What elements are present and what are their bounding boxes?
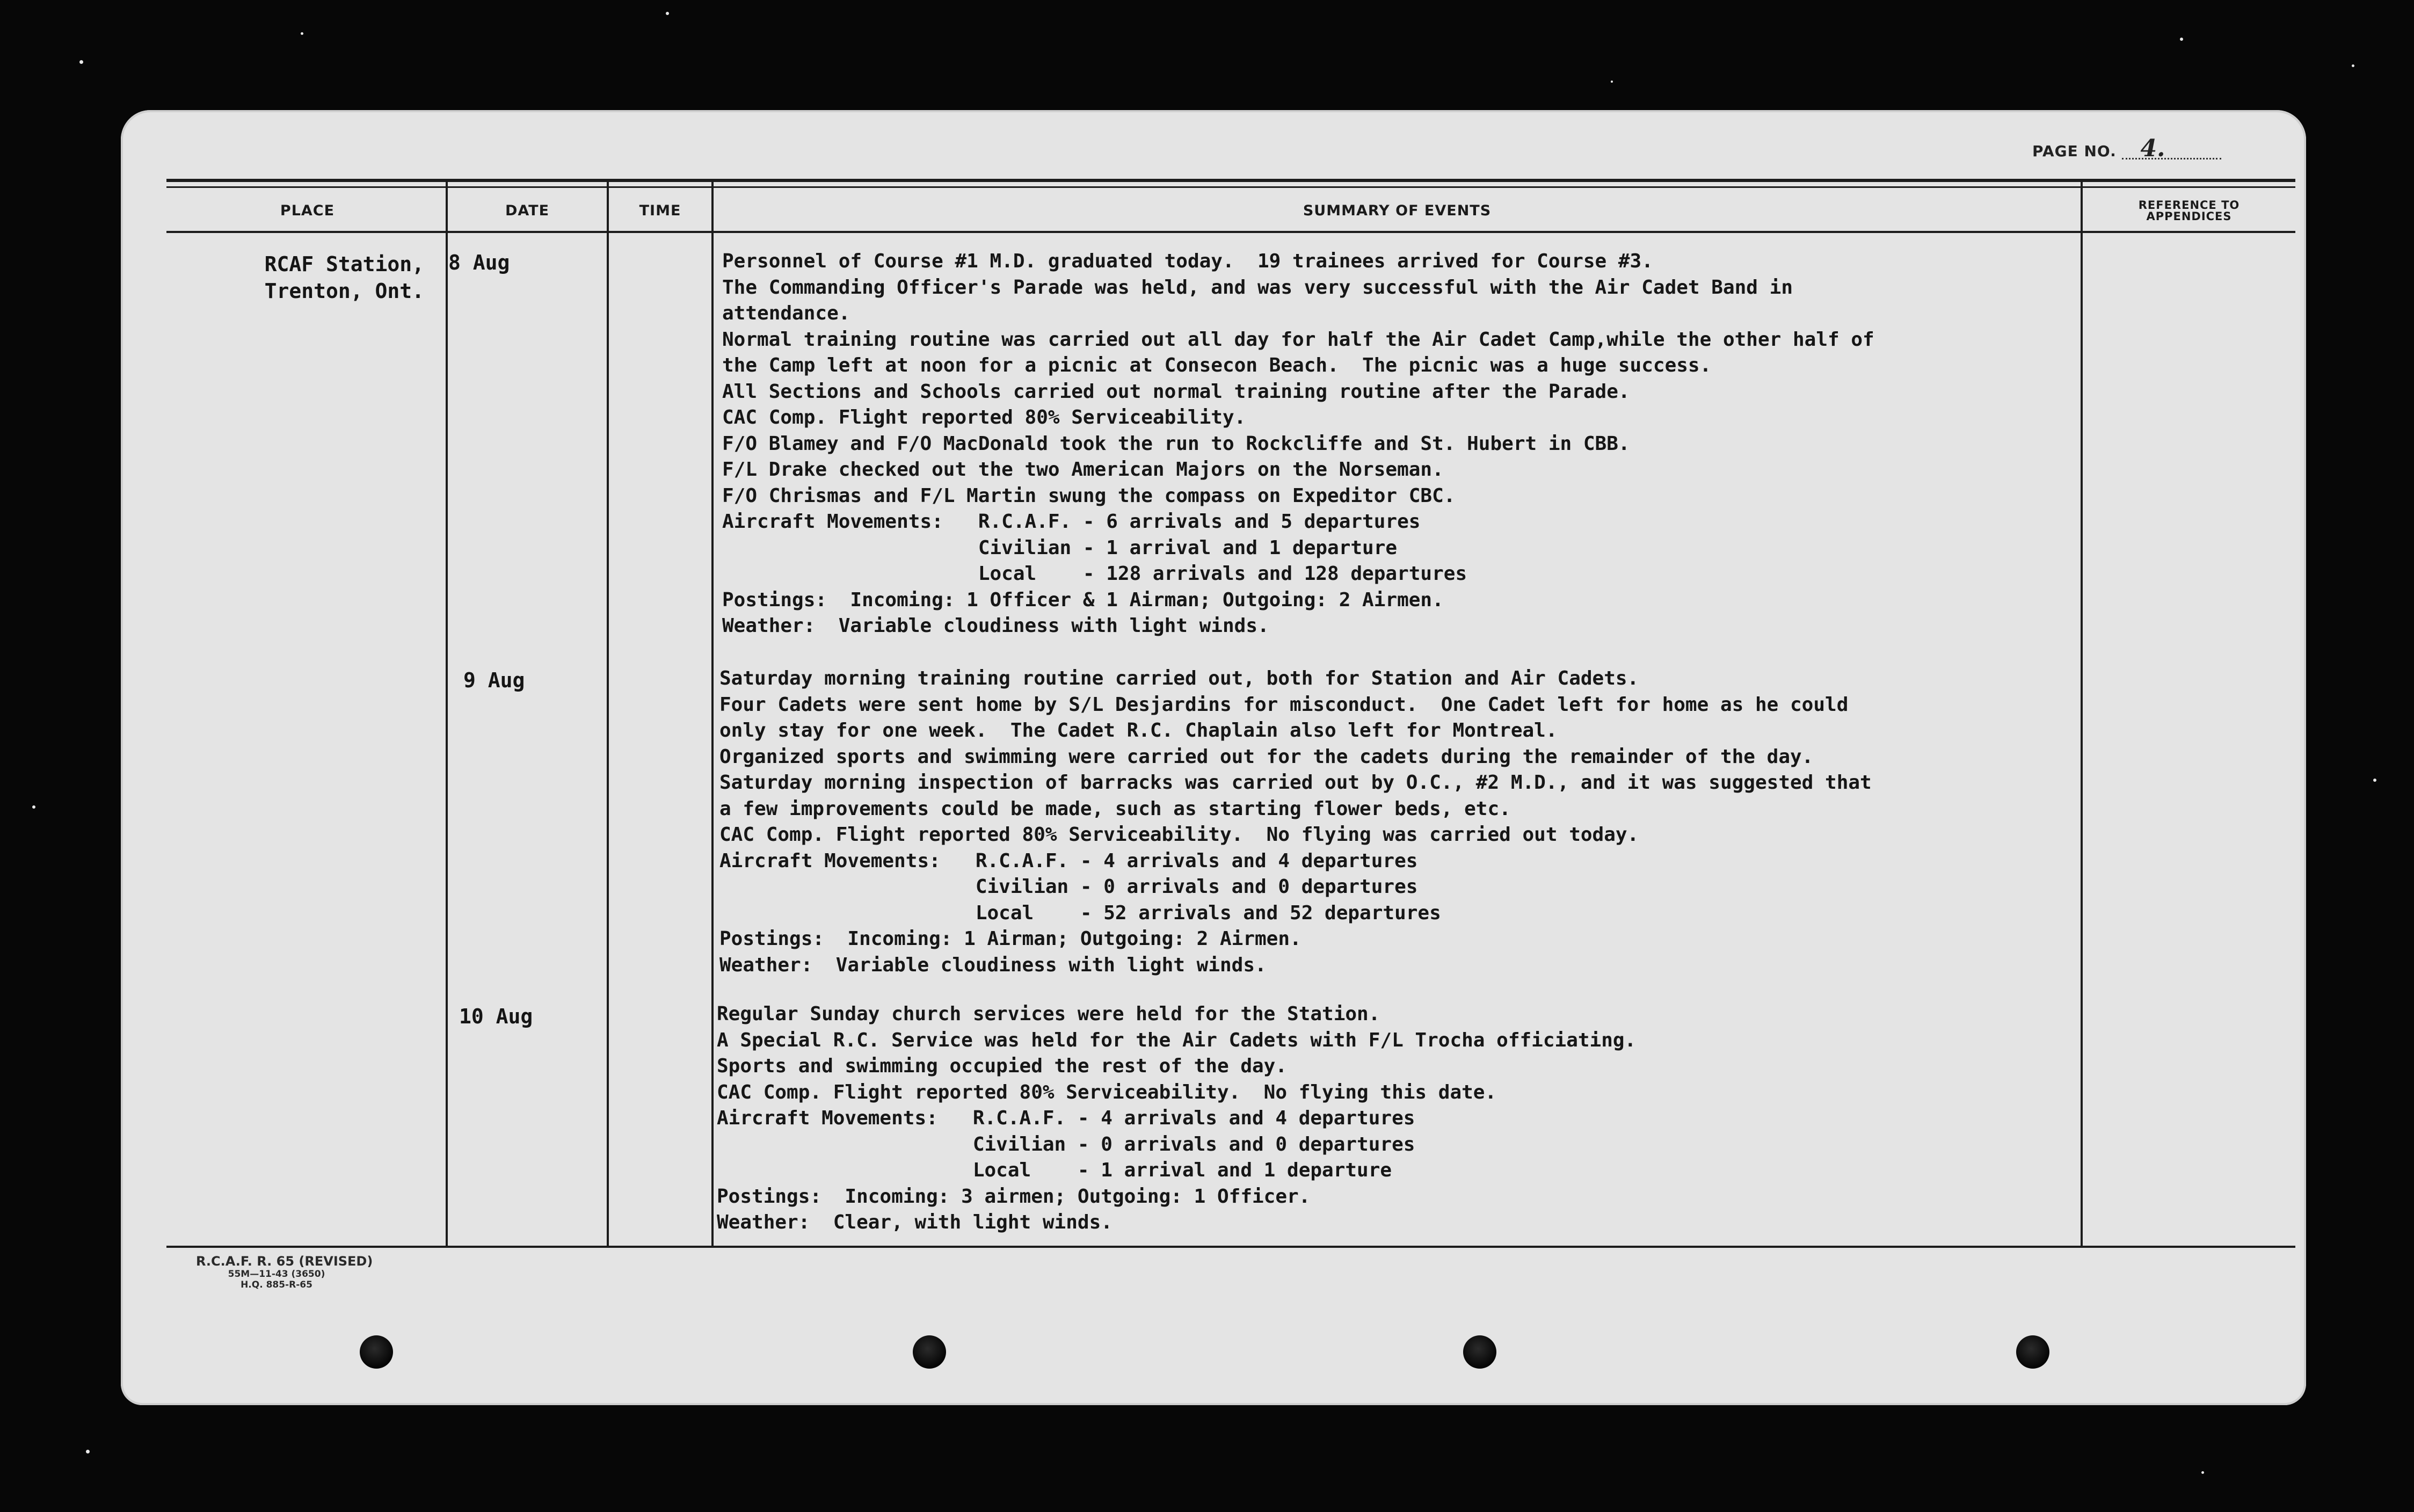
bottom-rule: [166, 1246, 2295, 1248]
summary-line: A Special R.C. Service was held for the Air Cadets with F/L Trocha officiating.: [717, 1029, 1637, 1051]
place-cell: RCAF Station, Trenton, Ont.: [264, 252, 424, 303]
form-number-line: R.C.A.F. R. 65 (REVISED): [196, 1254, 373, 1269]
summary-line: Saturday morning inspection of barracks was carried out by O.C., #2 M.D., and it was suggested that: [719, 772, 1872, 794]
form-number: [164, 1254, 389, 1290]
summary-line: the Camp left at noon for a picnic at Consecon Beach. The picnic was a huge success.: [722, 354, 1712, 376]
summary-line: Local - 52 arrivals and 52 departures: [719, 902, 1441, 924]
entry-summary: [722, 249, 2140, 639]
top-rule: [166, 179, 2295, 182]
summary-line: CAC Comp. Flight reported 80% Serviceability. No flying this date.: [717, 1081, 1497, 1103]
entry-summary: [719, 666, 2137, 978]
entry-date: 10 Aug: [459, 1005, 533, 1028]
column-header-summary: SUMMARY OF EVENTS: [1303, 202, 1492, 219]
summary-line: Local - 1 arrival and 1 departure: [717, 1159, 1392, 1181]
summary-line: Weather: Variable cloudiness with light winds.: [719, 954, 1267, 976]
summary-line: CAC Comp. Flight reported 80% Serviceability. No flying was carried out today.: [719, 824, 1639, 846]
summary-line: Local - 128 arrivals and 128 departures: [722, 563, 1467, 585]
summary-line: F/L Drake checked out the two American Majors on the Norseman.: [722, 459, 1444, 481]
summary-line: CAC Comp. Flight reported 80% Serviceability.: [722, 406, 1246, 428]
summary-line: Regular Sunday church services were held for the Station.: [717, 1003, 1380, 1025]
summary-line: F/O Blamey and F/O MacDonald took the run to Rockcliffe and St. Hubert in CBB.: [722, 432, 1630, 455]
column-header-date: DATE: [505, 202, 550, 219]
column-divider-place: [446, 181, 448, 1247]
summary-line: Four Cadets were sent home by S/L Desjardins for misconduct. One Cadet left for home as he could: [719, 693, 1849, 716]
header-rule: [166, 231, 2295, 233]
punch-hole: [2016, 1335, 2049, 1369]
summary-line: Aircraft Movements: R.C.A.F. - 4 arrivals and 4 departures: [717, 1107, 1415, 1129]
column-divider-time: [711, 181, 714, 1247]
column-header-place: PLACE: [280, 202, 335, 219]
page-number: [2032, 135, 2311, 162]
summary-line: Aircraft Movements: R.C.A.F. - 4 arrivals and 4 departures: [719, 849, 1418, 872]
summary-line: Civilian - 1 arrival and 1 departure: [722, 536, 1398, 559]
form-number-line: H.Q. 885-R-65: [241, 1280, 312, 1290]
punch-hole: [360, 1335, 393, 1369]
column-header-time: TIME: [639, 202, 681, 219]
summary-line: Personnel of Course #1 M.D. graduated today. 19 trainees arrived for Course #3.: [722, 250, 1653, 272]
punch-hole: [913, 1335, 946, 1369]
column-divider-date: [607, 181, 609, 1247]
summary-line: Sports and swimming occupied the rest of the day.: [717, 1055, 1288, 1077]
punch-hole: [1463, 1335, 1496, 1369]
summary-line: Weather: Clear, with light winds.: [717, 1211, 1113, 1233]
summary-line: F/O Chrismas and F/L Martin swung the compass on Expeditor CBC.: [722, 484, 1456, 507]
summary-line: Weather: Variable cloudiness with light winds.: [722, 615, 1269, 637]
summary-line: Normal training routine was carried out all day for half the Air Cadet Camp,while the other half of: [722, 328, 1874, 351]
summary-line: Postings: Incoming: 1 Airman; Outgoing: 2 Airmen.: [719, 928, 1301, 950]
column-header-reference: REFERENCE TO APPENDICES: [2138, 199, 2240, 223]
summary-line: a few improvements could be made, such as starting flower beds, etc.: [719, 797, 1511, 820]
summary-line: All Sections and Schools carried out normal training routine after the Parade.: [722, 380, 1630, 403]
form-number-line: 55M—11-43 (3650): [228, 1269, 325, 1280]
summary-line: Aircraft Movements: R.C.A.F. - 6 arrivals and 5 departures: [722, 511, 1421, 533]
summary-line: The Commanding Officer's Parade was held, and was very successful with the Air Cadet Band in: [722, 276, 1793, 299]
summary-line: Postings: Incoming: 1 Officer & 1 Airman; Outgoing: 2 Airmen.: [722, 588, 1444, 611]
entry-date: 9 Aug: [463, 668, 525, 692]
diary-page: [121, 110, 2306, 1405]
entry-summary: [717, 1001, 2134, 1236]
summary-line: Civilian - 0 arrivals and 0 departures: [717, 1133, 1415, 1155]
summary-line: only stay for one week. The Cadet R.C. Chaplain also left for Montreal.: [719, 719, 1558, 742]
page-number-label: PAGE NO.: [2032, 142, 2117, 160]
summary-line: Postings: Incoming: 3 airmen; Outgoing: 1 Officer.: [717, 1185, 1311, 1208]
top-rule-thin: [166, 186, 2295, 188]
summary-line: Organized sports and swimming were carried out for the cadets during the remainder of the day.: [719, 745, 1814, 768]
page-number-value: 4.: [2122, 140, 2221, 159]
summary-line: Civilian - 0 arrivals and 0 departures: [719, 876, 1418, 898]
entry-date: 8 Aug: [448, 251, 510, 274]
summary-line: Saturday morning training routine carried out, both for Station and Air Cadets.: [719, 667, 1639, 689]
summary-line: attendance.: [722, 302, 850, 324]
